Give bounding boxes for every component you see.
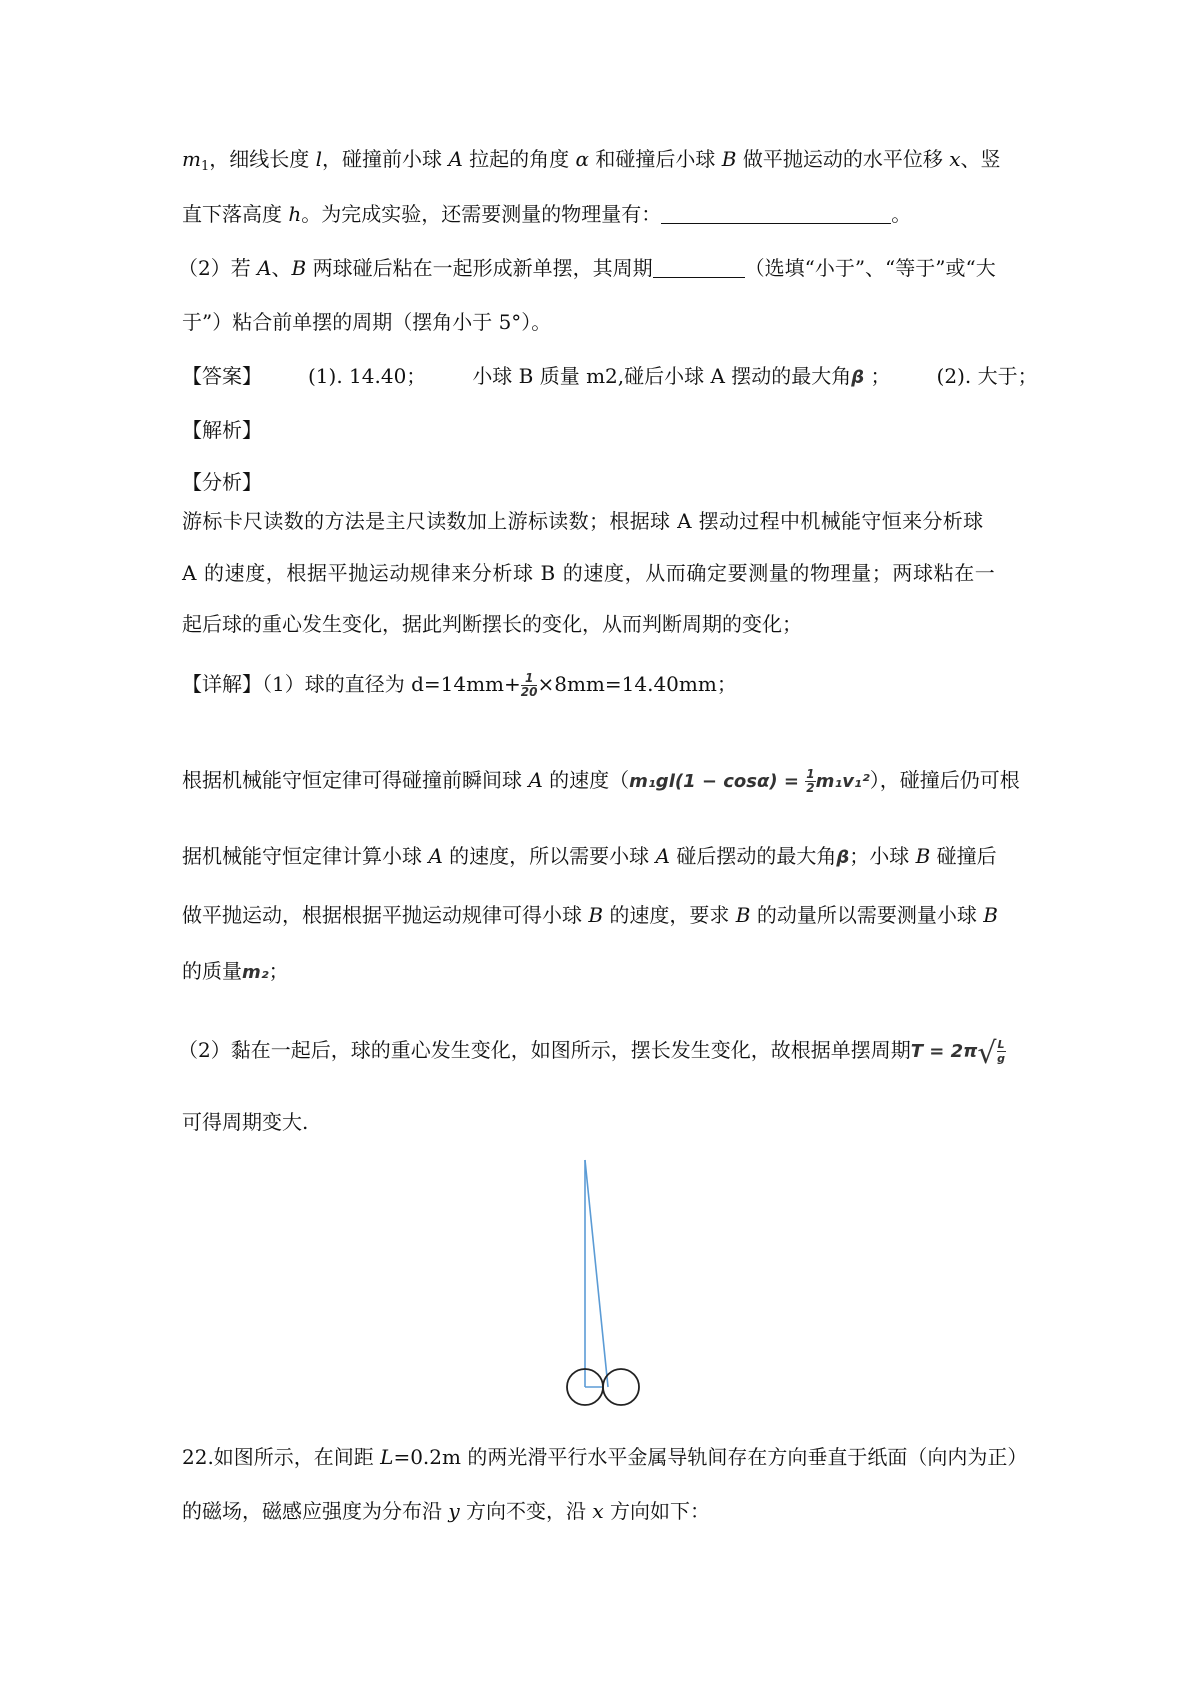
ball-b-circle — [603, 1369, 639, 1405]
answer-part-1: (1). 14.40； — [308, 364, 427, 388]
text: 的动量所以需要测量小球 — [750, 903, 984, 927]
text: 起后球的重心发生变化，据此判断摆长的变化，从而判断周期的变化； — [182, 612, 802, 636]
text: 于”）粘合前单摆的周期（摆角小于 5°）。 — [182, 310, 552, 334]
text: 。 — [891, 202, 912, 226]
beta-symbol: β — [851, 367, 865, 388]
paragraph-line — [182, 507, 984, 535]
text: 方向不变，沿 — [459, 1499, 593, 1523]
var-a: A — [448, 147, 463, 171]
numerator: 1 — [521, 672, 538, 686]
text: （2）若 — [178, 256, 258, 280]
text: 直下落高度 — [182, 202, 289, 226]
text: 拉起的角度 — [462, 147, 576, 171]
var-a: A — [428, 844, 443, 868]
var-y: y — [448, 1499, 460, 1523]
mass-m2: m₂ — [242, 962, 269, 983]
paragraph-line — [182, 610, 802, 638]
var-m: m — [182, 147, 201, 171]
var-a: A — [528, 768, 543, 792]
text: 的速度，所以需要小球 — [442, 844, 656, 868]
text: 据机械能守恒定律计算小球 — [182, 844, 429, 868]
var-b: B — [915, 844, 931, 868]
text: 游标卡尺读数的方法是主尺读数加上游标读数；根据球 A 摆动过程中机械能守恒来分析球 — [182, 509, 984, 533]
heading-text: 【解析】 — [182, 418, 262, 442]
text: 可得周期变大. — [182, 1110, 309, 1134]
text: ； — [864, 364, 891, 388]
numerator: L — [997, 1038, 1005, 1051]
detail-line — [182, 957, 289, 987]
question-line — [182, 1497, 710, 1525]
fraction — [521, 672, 538, 699]
numerator: 1 — [806, 767, 815, 781]
text: 的速度，要求 — [603, 903, 736, 927]
string-line-slanted — [585, 1160, 608, 1387]
detail-line — [182, 670, 737, 699]
answer-blank[interactable] — [661, 205, 891, 224]
text: （2）黏在一起后，球的重心发生变化，如图所示，摆长发生变化，故根据单摆周期 — [178, 1038, 911, 1062]
text: 碰撞后 — [930, 844, 997, 868]
answer-line — [182, 362, 1038, 392]
detail-line — [182, 1108, 308, 1136]
text-line — [182, 308, 551, 336]
var-x: x — [949, 147, 961, 171]
var-a: A — [655, 844, 670, 868]
var-l: l — [315, 147, 323, 171]
subscript: 1 — [200, 159, 210, 174]
text: 。为完成实验，还需要测量的物理量有： — [301, 202, 662, 226]
text: 根据机械能守恒定律可得碰撞前瞬间球 — [182, 768, 529, 792]
var-x: x — [592, 1499, 604, 1523]
var-b: B — [983, 903, 998, 927]
detail-line — [182, 766, 1020, 796]
var-h: h — [288, 202, 302, 226]
var-l: L — [380, 1445, 394, 1469]
text: 、竖 — [960, 147, 1001, 171]
text: ，碰撞前小球 — [322, 147, 449, 171]
answer-part-3: (2). 大于； — [936, 364, 1038, 388]
answer-label: 【答案】 — [182, 364, 262, 388]
detail-line — [182, 842, 997, 872]
text: 【详解】（1）球的直径为 d=14mm+ — [182, 672, 521, 696]
beta-symbol: β — [836, 847, 850, 868]
var-b: B — [588, 903, 604, 927]
text: 22.如图所示，在间距 — [182, 1445, 381, 1469]
pendulum-diagram — [560, 1155, 650, 1415]
heading-text: 【分析】 — [182, 470, 262, 494]
denominator: g — [997, 1052, 1005, 1065]
text: ； — [268, 959, 289, 983]
text: A 的速度，根据平抛运动规律来分析球 B 的速度，从而确定要测量的物理量；两球粘在一 — [182, 561, 996, 585]
denominator: 2 — [806, 781, 815, 795]
var-b: B — [721, 147, 737, 171]
text: 的磁场，磁感应强度为分布沿 — [182, 1499, 449, 1523]
text-line — [182, 200, 911, 228]
section-heading-jiexi — [182, 416, 262, 444]
text: ，细线长度 — [209, 147, 316, 171]
text: 的速度（ — [542, 768, 630, 792]
text: 的质量 — [182, 959, 242, 983]
section-heading-fenxi — [182, 468, 262, 496]
answer-part-2: 小球 B 质量 m2,碰后小球 A 摆动的最大角 — [472, 364, 852, 388]
detail-line — [178, 1036, 1006, 1071]
var-b: B — [291, 256, 307, 280]
text-line — [182, 145, 1000, 181]
var-alpha: α — [575, 147, 590, 171]
kinetic-energy: m₁v₁² — [815, 771, 870, 792]
text: 做平抛运动的水平位移 — [736, 147, 950, 171]
text: ；小球 — [849, 844, 916, 868]
energy-equation: m₁gl(1 − cosα) = — [629, 771, 806, 792]
text: ），碰撞后仍可根 — [869, 768, 1020, 792]
sqrt-icon: √ — [977, 1036, 997, 1071]
detail-line — [182, 901, 998, 929]
var-a: A — [257, 256, 272, 280]
fraction — [805, 768, 815, 795]
text: （选填“小于”、“等于”或“大 — [744, 256, 996, 280]
text: 方向如下： — [603, 1499, 711, 1523]
period-formula: T = 2π — [910, 1041, 978, 1062]
text: ×8mm=14.40mm； — [537, 672, 737, 696]
paragraph-line — [182, 559, 995, 587]
text: =0.2m 的两光滑平行水平金属导轨间存在方向垂直于纸面（向内为正） — [393, 1445, 1028, 1469]
text-line — [178, 254, 996, 282]
answer-blank[interactable] — [653, 259, 745, 278]
text: 两球碰后粘在一起形成新单摆，其周期 — [306, 256, 653, 280]
denominator: 20 — [520, 685, 538, 699]
question-line — [182, 1443, 1027, 1471]
text: 、 — [271, 256, 292, 280]
text: 和碰撞后小球 — [589, 147, 722, 171]
fraction — [997, 1038, 1006, 1065]
text: 碰后摆动的最大角 — [669, 844, 837, 868]
var-b: B — [735, 903, 751, 927]
text: 做平抛运动，根据根据平抛运动规律可得小球 — [182, 903, 589, 927]
